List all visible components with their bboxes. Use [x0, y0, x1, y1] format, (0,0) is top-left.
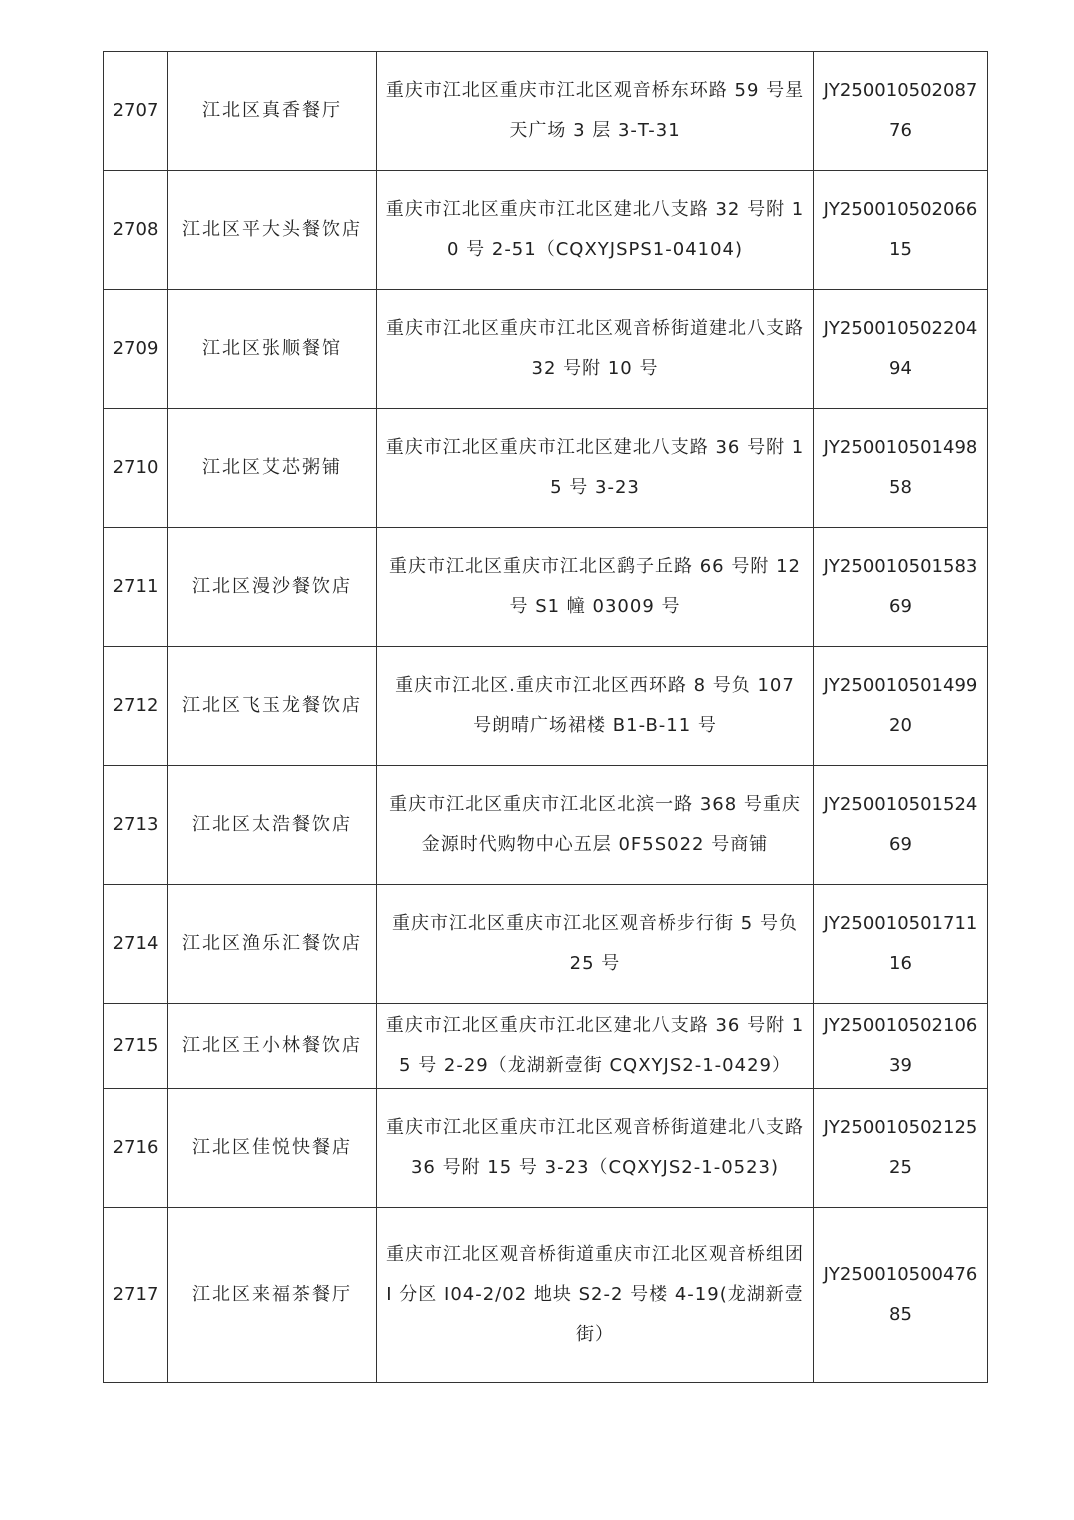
table-row [104, 766, 988, 885]
license-number: JY25001050152469 [814, 766, 988, 885]
table-row [104, 885, 988, 1004]
row-number: 2715 [104, 1004, 168, 1089]
license-number: JY25001050208776 [814, 52, 988, 171]
license-number: JY25001050206615 [814, 171, 988, 290]
license-number: JY25001050212525 [814, 1089, 988, 1208]
row-number: 2712 [104, 647, 168, 766]
row-number: 2707 [104, 52, 168, 171]
business-address: 重庆市江北区重庆市江北区建北八支路 32 号附 10 号 2-51（CQXYJSPS1-04104) [377, 171, 814, 290]
license-number: JY25001050149920 [814, 647, 988, 766]
business-name: 江北区张顺餐馆 [168, 290, 377, 409]
row-number: 2714 [104, 885, 168, 1004]
table-row [104, 1004, 988, 1089]
table-row [104, 290, 988, 409]
row-number: 2710 [104, 409, 168, 528]
business-address: 重庆市江北区重庆市江北区观音桥东环路 59 号星天广场 3 层 3-T-31 [377, 52, 814, 171]
business-address: 重庆市江北区重庆市江北区观音桥步行街 5 号负 25 号 [377, 885, 814, 1004]
table-row [104, 171, 988, 290]
table-row [104, 409, 988, 528]
table-row [104, 528, 988, 647]
table-row [104, 647, 988, 766]
row-number: 2708 [104, 171, 168, 290]
table-row [104, 1208, 988, 1383]
row-number: 2709 [104, 290, 168, 409]
business-address: 重庆市江北区重庆市江北区建北八支路 36 号附 15 号 2-29（龙湖新壹街 CQXYJS2-1-0429） [377, 1004, 814, 1089]
business-name: 江北区漫沙餐饮店 [168, 528, 377, 647]
row-number: 2711 [104, 528, 168, 647]
business-name: 江北区渔乐汇餐饮店 [168, 885, 377, 1004]
license-number: JY25001050171116 [814, 885, 988, 1004]
business-name: 江北区真香餐厅 [168, 52, 377, 171]
business-name: 江北区平大头餐饮店 [168, 171, 377, 290]
license-number: JY25001050047685 [814, 1208, 988, 1383]
table-row [104, 52, 988, 171]
business-address: 重庆市江北区重庆市江北区观音桥街道建北八支路 32 号附 10 号 [377, 290, 814, 409]
restaurant-license-table [103, 51, 988, 1383]
business-address: 重庆市江北区观音桥街道重庆市江北区观音桥组团 I 分区 I04-2/02 地块 S2-2 号楼 4-19(龙湖新壹街） [377, 1208, 814, 1383]
table-row [104, 1089, 988, 1208]
license-number: JY25001050210639 [814, 1004, 988, 1089]
license-number: JY25001050158369 [814, 528, 988, 647]
business-address: 重庆市江北区重庆市江北区鹞子丘路 66 号附 12 号 S1 幢 03009 号 [377, 528, 814, 647]
row-number: 2717 [104, 1208, 168, 1383]
business-name: 江北区太浩餐饮店 [168, 766, 377, 885]
business-name: 江北区来福茶餐厅 [168, 1208, 377, 1383]
license-number: JY25001050149858 [814, 409, 988, 528]
business-name: 江北区王小林餐饮店 [168, 1004, 377, 1089]
row-number: 2713 [104, 766, 168, 885]
business-name: 江北区佳悦快餐店 [168, 1089, 377, 1208]
business-name: 江北区艾芯粥铺 [168, 409, 377, 528]
business-address: 重庆市江北区重庆市江北区建北八支路 36 号附 15 号 3-23 [377, 409, 814, 528]
license-number: JY25001050220494 [814, 290, 988, 409]
business-address: 重庆市江北区重庆市江北区观音桥街道建北八支路 36 号附 15 号 3-23（CQXYJS2-1-0523) [377, 1089, 814, 1208]
business-address: 重庆市江北区重庆市江北区北滨一路 368 号重庆金源时代购物中心五层 0F5S022 号商铺 [377, 766, 814, 885]
row-number: 2716 [104, 1089, 168, 1208]
business-name: 江北区飞玉龙餐饮店 [168, 647, 377, 766]
business-address: 重庆市江北区.重庆市江北区西环路 8 号负 107 号朗晴广场裙楼 B1-B-11 号 [377, 647, 814, 766]
